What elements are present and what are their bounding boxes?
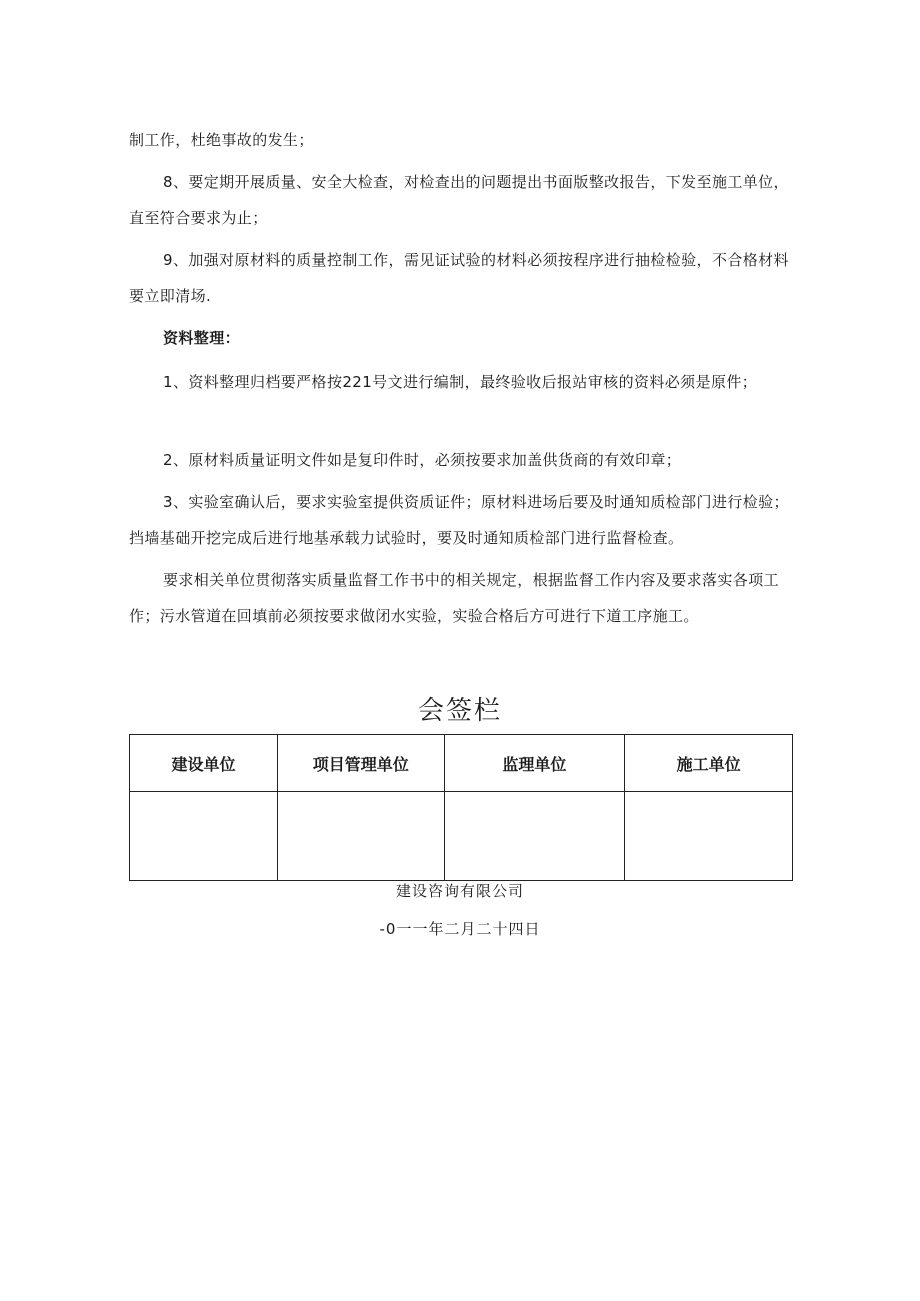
signoff-table <box>129 734 793 881</box>
signoff-col-construction-unit: 建设单位 <box>130 735 278 792</box>
signature-cell-supervision-unit <box>444 792 625 881</box>
paragraph-data-item-3: 3、实验室确认后，要求实验室提供资质证件；原材料进场后要及时通知质检部门进行检验；挡墙基础开挖完成后进行地基承载力试验时，要及时通知质检部门进行监督检查。 <box>129 493 789 547</box>
paragraph-data-item-1: 1、资料整理归档要严格按221号文进行编制，最终验收后报站审核的资料必须是原件； <box>163 373 758 391</box>
signoff-signature-row <box>130 792 793 881</box>
paragraph-item-9: 9、加强对原材料的质量控制工作，需见证试验的材料必须按程序进行抽检检验，不合格材料要立即清场. <box>129 251 789 305</box>
footer-date: -0一一年二月二十四日 <box>379 920 541 938</box>
signature-cell-construction-unit <box>130 792 278 881</box>
paragraph-requirements: 要求相关单位贯彻落实质量监督工作书中的相关规定，根据监督工作内容及要求落实各项工作；污水管道在回填前必须按要求做闭水实验，实验合格后方可进行下道工序施工。 <box>129 571 780 625</box>
paragraph-data-item-2: 2、原材料质量证明文件如是复印件时，必须按要求加盖供货商的有效印章； <box>163 451 682 469</box>
signoff-header-row <box>130 735 793 792</box>
paragraph-continuation: 制工作，杜绝事故的发生； <box>129 131 314 149</box>
signoff-col-supervision-unit: 监理单位 <box>444 735 625 792</box>
signature-cell-contractor-unit <box>625 792 793 881</box>
footer-company: 建设咨询有限公司 <box>395 882 524 900</box>
signature-cell-project-management-unit <box>277 792 444 881</box>
signoff-col-contractor-unit: 施工单位 <box>625 735 793 792</box>
signoff-title: 会签栏 <box>417 696 502 726</box>
signoff-col-project-management-unit: 项目管理单位 <box>277 735 444 792</box>
section-heading-data-organization: 资料整理： <box>163 329 241 347</box>
paragraph-item-8: 8、要定期开展质量、安全大检查，对检查出的问题提出书面版整改报告，下发至施工单位，直至符合要求为止； <box>129 173 789 227</box>
